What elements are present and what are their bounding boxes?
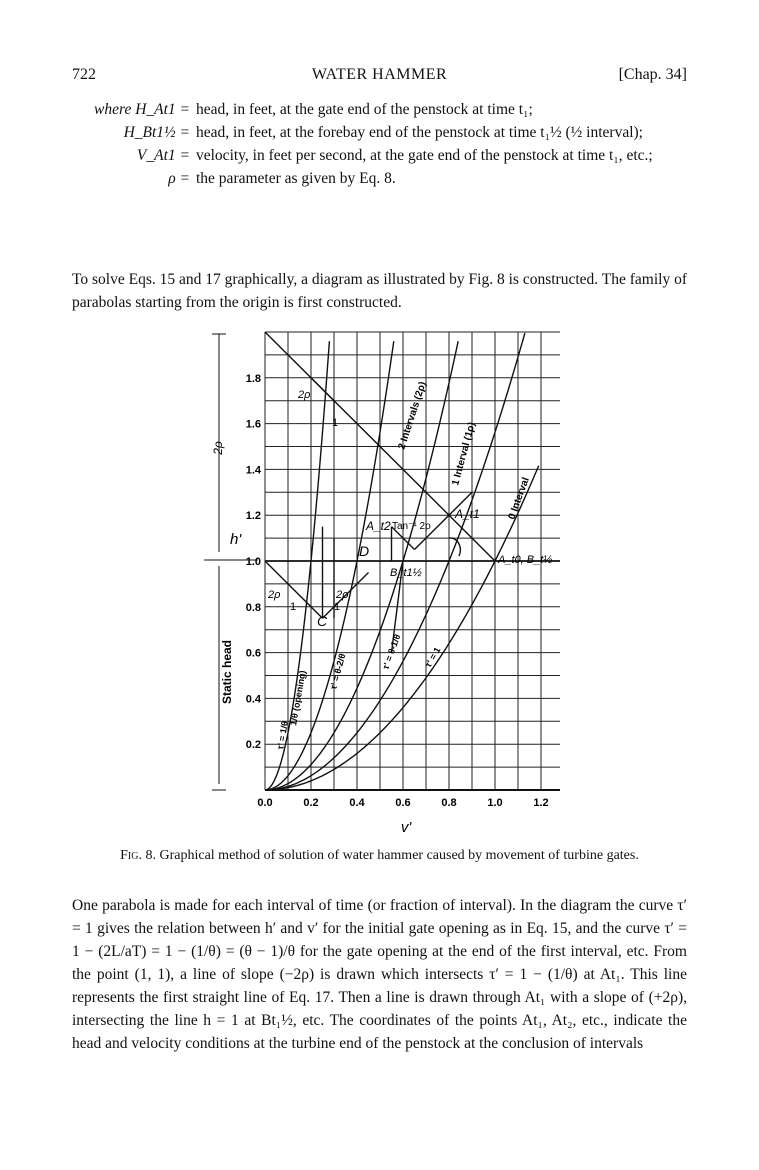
label-v-prime: v' <box>400 819 412 836</box>
x-tick-label: 1.2 <box>533 797 549 809</box>
figure-8-diagram <box>200 318 560 838</box>
caption-text: Graphical method of solution of water hammer caused by movement of turbine gates. <box>159 848 639 863</box>
x-tick-label: 0.4 <box>349 797 365 809</box>
label-1-top: 1 <box>332 417 339 429</box>
label-2rho-right: 2ρ <box>336 589 349 601</box>
label-At0-Bt: A_t0, B_t½ <box>498 554 553 566</box>
intro-paragraph: To solve Eqs. 15 and 17 graphically, a diagram as illustrated by Fig. 8 is constructed. The family of parabolas starting from the origin is first constructed. <box>72 271 687 311</box>
definition-item <box>72 144 687 167</box>
label-2rho-left: 2ρ <box>268 589 281 601</box>
label-At1: A_t1 <box>455 507 480 521</box>
label-tau-theta-2: τ' = θ-2/θ <box>328 652 348 691</box>
definition-symbol: ρ = <box>168 170 190 187</box>
y-tick-label: 0.4 <box>245 693 261 706</box>
y-tick-label: 1.2 <box>245 510 261 523</box>
label-1-right: 1 <box>334 601 341 613</box>
y-tick-label: 1.0 <box>245 556 261 568</box>
label-Bt1: B_t1½ <box>390 567 422 579</box>
definition-text: head, in feet, at the gate end of the penstock at time t₁; <box>196 101 533 118</box>
page-number: 722 <box>72 66 96 83</box>
label-opening: 1/θ (opening) <box>288 669 308 727</box>
symbol-definitions <box>72 98 687 190</box>
characteristic-line <box>311 378 334 401</box>
running-title: WATER HAMMER <box>311 66 448 83</box>
label-C: C <box>317 613 328 629</box>
chapter-label: [Chap. 34] <box>618 66 687 83</box>
x-tick-label: 0.2 <box>303 797 319 809</box>
definition-symbol: where H_At1 = <box>94 101 190 118</box>
label-tau-1-theta: τ' = 1/θ <box>275 720 290 751</box>
tick-labels <box>246 373 549 809</box>
label-tau-theta-1: τ' = θ-1/θ <box>380 632 403 671</box>
parabola-curve <box>265 466 539 790</box>
label-h-prime: h' <box>230 531 242 548</box>
label-tan: Tan⁻¹ 2ρ <box>392 521 431 532</box>
label-2rho-side: 2ρ <box>211 441 225 455</box>
label-0-interval: 0 Interval <box>506 475 532 522</box>
running-header <box>72 66 687 88</box>
definition-item <box>72 167 687 190</box>
definition-item <box>72 121 687 144</box>
label-static-head: Static head <box>220 639 234 705</box>
definition-text: velocity, in feet per second, at the gate end of the penstock at time t₁, etc.; <box>196 147 653 164</box>
definition-item <box>72 98 687 121</box>
body-paragraph: One parabola is made for each interval of time (or fraction of interval). In the diagram the curve τ′ = 1 gives the relation between h′ and v′ for the initial gate opening as in Eq. 15, and the curve τ′ = 1 − (2L/aT) = 1 − (1/θ) = (θ − 1)/θ for the gate opening at the end of the first interval, etc. From the point (1, 1), a line of slope (−2ρ) is drawn which intersects τ′ = 1 − (1/θ) at At₁. This line represents the first straight line of Eq. 17. Then a line is drawn through At₁ with a slope of (+2ρ), intersecting the line h = 1 at Bt₁½, etc. The coordinates of the points At₁, At₂, etc., indicate the head and velocity conditions at the turbine end of the penstock at the conclusion of intervals <box>72 897 687 1052</box>
y-tick-label: 0.2 <box>245 739 261 752</box>
definition-symbol: H_Bt1½ = <box>123 124 190 141</box>
definition-symbol: V_At1 = <box>136 147 190 164</box>
label-1-interval: 1 Interval (1ρ) <box>450 421 478 487</box>
y-tick-label: 0.8 <box>245 601 261 614</box>
y-tick-label: 1.8 <box>245 372 261 385</box>
x-tick-label: 0.6 <box>395 797 411 809</box>
y-tick-label: 0.6 <box>245 647 261 660</box>
label-2-intervals: 2 Intervals (2ρ) <box>396 380 429 451</box>
label-1-left: 1 <box>290 601 297 613</box>
y-tick-label: 1.4 <box>245 464 261 477</box>
y-tick-label: 1.6 <box>245 418 261 431</box>
label-2rho-top: 2ρ <box>298 389 311 401</box>
x-tick-label: 0.0 <box>257 797 273 809</box>
definition-text: the parameter as given by Eq. 8. <box>196 170 396 187</box>
label-At2: A_t2 <box>366 519 391 533</box>
figure-caption <box>72 846 687 866</box>
caption-label: Fig. 8. <box>120 848 156 863</box>
x-tick-label: 1.0 <box>487 797 503 809</box>
x-tick-label: 0.8 <box>441 797 457 809</box>
label-tau-1: τ' = 1 <box>423 645 443 669</box>
label-D: D <box>359 543 370 559</box>
definition-text: head, in feet, at the forebay end of the penstock at time t₁½ (½ interval); <box>196 124 643 141</box>
